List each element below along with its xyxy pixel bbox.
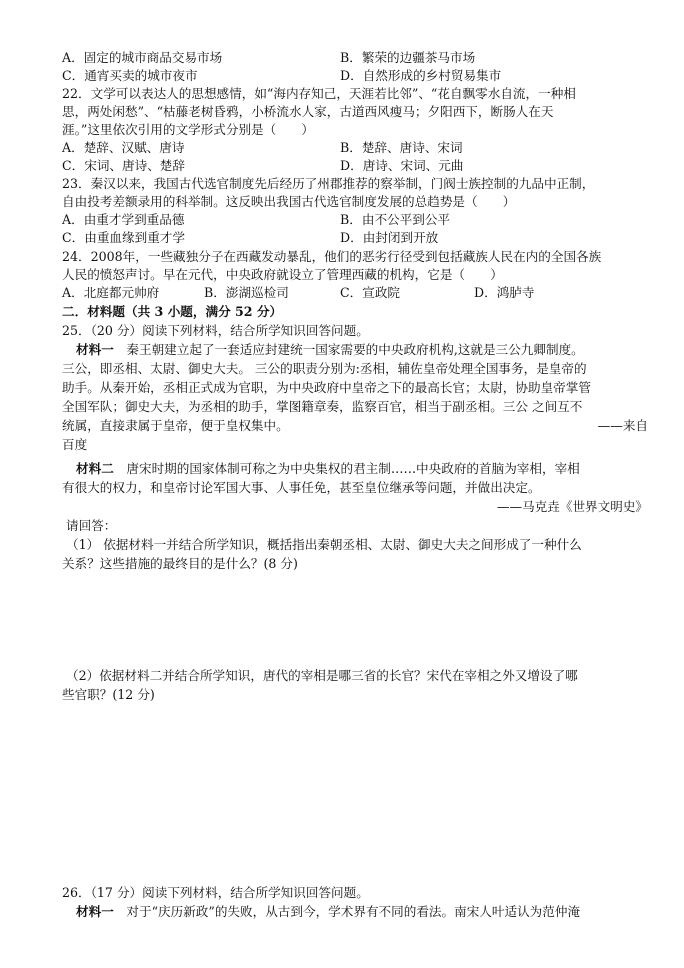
q25-material-2-line-1 [76,461,580,477]
q23-option-d: D．由封闭到开放 [340,230,439,245]
q22-stem-line-3: 涯。”这里依次引用的文学形式分别是（ ） [62,122,315,137]
q25-material-2-label: 材料二 [76,461,114,476]
q24-option-d: D．鸿胪寺 [474,285,535,300]
q23-option-b: B．由不公平到公平 [340,212,451,227]
q21-option-b: B．繁荣的边疆茶马市场 [340,50,476,65]
q25-material-1-line-5: 统属，直接隶属于皇帝，便于皇权集中。 [62,418,289,433]
q24-option-c: C．宣政院 [340,285,401,300]
q22-option-a: A．楚辞、汉赋、唐诗 [62,140,185,155]
q25-ask: 请回答： [66,518,117,533]
q24-stem-line-2: 人民的愤怒声讨。早在元代，中央政府就设立了管理西藏的机构，它是（ ） [62,267,503,282]
q23-stem-line-1: 23．秦汉以来，我国古代选官制度先后经历了州郡推荐的察举制，门阀士族控制的九品中正制， [62,176,595,191]
q26-material-1-text: 对于“庆历新政”的失败，从古到今，学术界有不同的看法。南宋人叶适认为范仲淹 [126,904,581,919]
q25-material-1-text: 秦王朝建立起了一套适应封建统一国家需要的中央政府机构,这就是三公九卿制度。 [126,342,584,357]
q24-option-a: A．北庭都元帅府 [62,285,160,300]
q25-material-1-line-4: 全国军队；御史大夫，为丞相的助手，掌图籍章奏，监察百官，相当于副丞相。三公 之间互不 [62,399,583,414]
q25-material-1-line-3: 助手。从秦开始，丞相正式成为官职，为中央政府中皇帝之下的最高长官；太尉，协助皇帝掌管 [62,380,591,395]
q25-sub2-line-1: （2）依据材料二并结合所学知识，唐代的宰相是哪三省的长官？宋代在宰相之外又增设了哪 [66,668,578,683]
q25-sub1-line-2: 关系？这些措施的最终目的是什么？(8 分) [62,556,298,571]
q25-material-1-label: 材料一 [76,342,114,357]
q21-option-a: A．固定的城市商品交易市场 [62,50,223,65]
q26-intro: 26．（17 分）阅读下列材料，结合所学知识回答问题。 [62,885,369,900]
q24-option-b: B．澎湖巡检司 [204,285,289,300]
q22-option-c: C．宋词、唐诗、楚辞 [62,158,185,173]
q25-sub1-line-1: （1） 依据材料一并结合所学知识，概括指出秦朝丞相、太尉、御史大夫之间形成了一种什么 [66,537,582,552]
q25-material-2-line-2: 有很大的权力，和皇帝讨论军国大事、人事任免，甚至皇位继承等问题，并做出决定。 [62,480,541,495]
q25-sub2-line-2: 些官职？(12 分) [62,687,155,702]
q26-material-1-line-1 [76,904,580,920]
q23-option-c: C．由重血缘到重才学 [62,230,185,245]
q25-material-1-source-cont: 百度 [62,437,88,452]
q22-stem-line-2: 思，两处闲愁”、“枯藤老树昏鸦，小桥流水人家，古道西风瘦马；夕阳西下，断肠人在天 [62,104,554,119]
section-heading: 二．材料题（共 3 小题，满分 52 分） [62,304,283,319]
q26-material-1-label: 材料一 [76,904,114,919]
q25-intro: 25．（20 分）阅读下列材料，结合所学知识回答问题。 [62,323,369,338]
q25-material-1-line-1 [76,342,584,358]
q25-material-1-source: ——来自 [597,418,648,433]
q25-material-2-text: 唐宋时期的国家体制可称之为中央集权的君主制……中央政府的首脑为宰相，宰相 [126,461,580,476]
q22-stem-line-1: 22．文学可以表达人的思想感情，如“海内存知己，天涯若比邻”、“花自飘零水自流，一种相 [62,86,576,101]
q25-material-2-source: ——马克垚《世界文明史》 [496,499,648,514]
q25-material-1-line-2: 三公，即丞相、太尉、御史大夫。 三公的职责分别为:丞相，辅佐皇帝处理全国事务，是皇帝的 [62,361,587,376]
q23-option-a: A．由重才学到重品德 [62,212,185,227]
q22-option-d: D．唐诗、宋词、元曲 [340,158,464,173]
q24-stem-line-1: 24．2008年，一些藏独分子在西藏发动暴乱，他们的恶劣行径受到包括藏族人民在内的全国各族 [62,249,602,264]
q23-stem-line-2: 自由投考差额录用的科举制。这反映出我国古代选官制度发展的总趋势是（ ） [62,194,516,209]
q21-option-c: C．通宵买卖的城市夜市 [62,68,198,83]
q21-option-d: D．自然形成的乡村贸易集市 [340,68,502,83]
q22-option-b: B．楚辞、唐诗、宋词 [340,140,463,155]
